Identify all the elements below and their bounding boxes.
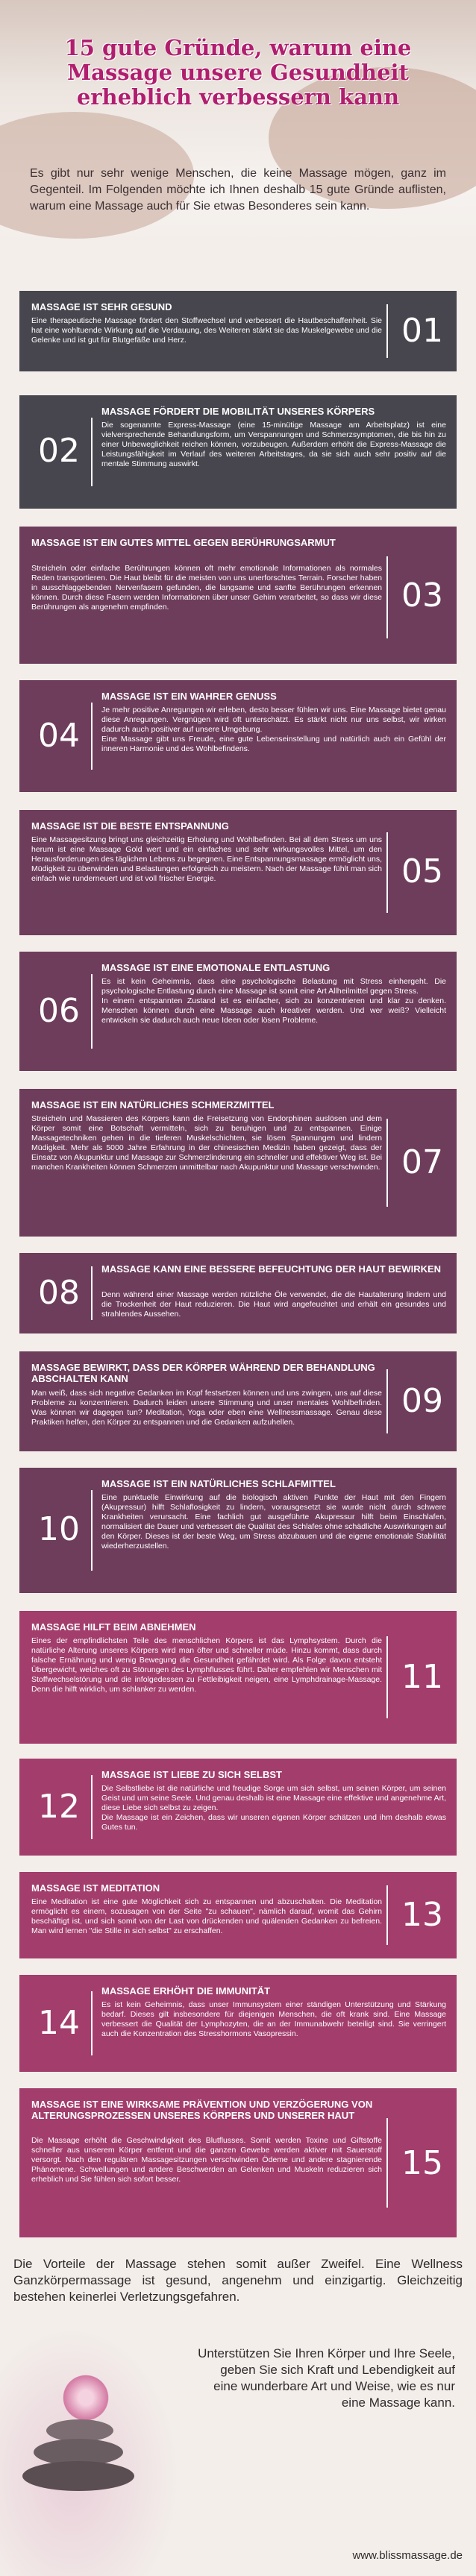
flower-decoration xyxy=(60,2372,112,2424)
card-title: MASSAGE IST LIEBE ZU SICH SELBST xyxy=(101,1769,282,1780)
reason-card xyxy=(19,527,457,664)
stone-decoration xyxy=(22,2461,134,2491)
card-divider xyxy=(91,703,93,770)
reason-card xyxy=(19,1759,457,1856)
closing-paragraph-2: Unterstützen Sie Ihren Körper und Ihre Seele, geben Sie sich Kraft und Lebendigkeit auf eine wunderbare Art und Weise, wie es nur eine Massage kann. xyxy=(198,2346,455,2410)
intro-text: Es gibt nur sehr wenige Menschen, die keine Massage mögen, ganz im Gegenteil. Im Folgenden möchte ich Ihnen deshalb 15 gute Gründe auflisten, warum eine Massage auch für Sie etwas Besonderes sein kann. xyxy=(30,167,446,213)
card-body: Die sogenannte Express-Massage (eine 15-minütige Massage am Arbeitsplatz) ist eine vielversprechende Behandlungsform, um Verspannungen und Schmerzsymptomen, die bis hin zu einer Unbeweglichkeit reichen können, vorzubeugen. Außerdem erhöht die Express-Massage die Leistungsfähigkeit im Verlauf des weiteren Arbeitstages, da sie sich auch sehr positiv auf die mentale Stimmung auswirkt. xyxy=(101,421,446,468)
card-body: Streicheln oder einfache Berührungen können oft mehr emotionale Informationen als normales Reden transportieren. Die Haut bleibt für die meisten von uns unerforschtes Terrain. Forscher haben in ausschlaggebenden Nervenfasern gefunden, die langsame und sanfte Berührungen erkennen können. Durch diese Fasern werden Informationen über unser Gehirn verarbeitet, so dass wir diese Berührungen als angenehm empfinden. xyxy=(31,564,382,612)
card-body: Je mehr positive Anregungen wir erleben, desto besser fühlen wir uns. Eine Massage bietet genau diese Anregungen. Vergnügen wird oft unterschätzt. Es stärkt nicht nur uns selbst, wir wirken dadurch auch positiver auf unsere Umgebung. Eine Massage gibt uns Freude, eine gute Lebenseinstellung und natürlich auch ein Gefühl der inneren Harmonie und des Wohlbefindens. xyxy=(101,706,446,753)
card-body: Eine therapeutische Massage fördert den Stoffwechsel und verbessert die Hautbeschaffenheit. Sie hat eine wohltuende Wirkung auf die Verdauung, des Weiteren stärkt sie das Muskelgewebe und die Gelenke und ist gut für Blutgefäße und Herz. xyxy=(31,316,382,345)
card-body: Eine Massagesitzung bringt uns gleichzeitig Erholung und Wohlbefinden. Bei all dem Stress um uns herum ist eine Massage Gold wert und ein einfaches und sehr wirkungsvolles Mittel, um den Herausforderungen des täglichen Lebens zu begegnen. Eine Entspannungsmassage ermöglicht uns, Müdigkeit zu überwinden und Belastungen erfolgreich zu meistern. Nach der Massage fühlt man sich einfach wie runderneuert und ist voll frischer Energie. xyxy=(31,835,382,883)
card-divider xyxy=(386,304,388,358)
card-divider xyxy=(91,974,93,1049)
card-number: 14 xyxy=(38,2004,80,2042)
card-title: MASSAGE IST EIN NATÜRLICHES SCHMERZMITTEL xyxy=(31,1099,275,1110)
card-title: MASSAGE IST EINE WIRKSAME PRÄVENTION UND VERZÖGERUNG VON ALTERUNGSPROZESSEN UNSERES KÖRPERS UND UNSERER HAUT xyxy=(31,2099,373,2121)
reason-card xyxy=(19,291,457,371)
card-title: MASSAGE BEWIRKT, DASS DER KÖRPER WÄHREND DER BEHANDLUNG ABSCHALTEN KANN xyxy=(31,1362,375,1384)
card-divider xyxy=(91,1266,93,1320)
card-divider xyxy=(91,1775,93,1839)
card-number: 13 xyxy=(401,1896,443,1934)
card-divider xyxy=(386,1636,388,1718)
card-divider xyxy=(386,1369,388,1433)
card-number: 03 xyxy=(401,577,443,615)
card-number: 08 xyxy=(38,1274,80,1312)
card-number: 06 xyxy=(38,992,80,1030)
card-body: Es ist kein Geheimnis, dass eine psychologische Belastung mit Stress einhergeht. Die psychologische Entlastung durch eine Massage ist somit eine Art Allheilmittel gegen Stress. In einem entspannten Zustand ist es einfacher, sich zu konzentrieren und klar zu denken. Menschen können durch eine Massage auch kreativer werden. Und wer weiß? Vielleicht entwickeln sie dadurch auch neue Ideen oder lösen Probleme. xyxy=(101,977,446,1025)
reason-card xyxy=(19,1975,457,2072)
card-title: MASSAGE HILFT BEIM ABNEHMEN xyxy=(31,1621,196,1633)
reason-card xyxy=(19,1872,457,1958)
card-title: MASSAGE IST EIN NATÜRLICHES SCHLAFMITTEL xyxy=(101,1478,336,1489)
footer-url[interactable]: www.blissmassage.de xyxy=(352,2549,463,2562)
card-divider xyxy=(386,1885,388,1945)
card-number: 04 xyxy=(38,717,80,755)
card-title: MASSAGE IST EINE EMOTIONALE ENTLASTUNG xyxy=(101,962,331,973)
reason-card xyxy=(19,1351,457,1451)
card-title: MASSAGE IST SEHR GESUND xyxy=(31,301,172,312)
card-body: Die Massage erhöht die Geschwindigkeit des Blutflusses. Somit werden Toxine und Giftstoffe schneller aus unserem Körper entfernt und die ganzen Gewebe werden aktiver mit Sauerstoff versorgt. Nach den regulären Massagesitzungen verschwinden Ödeme und andere stagnierende Phänomene. Schwellungen und andere Beschwerden an Gelenken und Muskeln reduzieren sich erheblich und Sie fühlen sich sofort besser. xyxy=(31,2136,382,2184)
card-number: 15 xyxy=(401,2144,443,2182)
card-number: 12 xyxy=(38,1788,80,1826)
hero-banner xyxy=(0,0,476,246)
card-body: Eine Meditation ist eine gute Möglichkeit sich zu entspannen und abzuschalten. Die Meditation ermöglicht es einem, sozusagen von der Seite "zu schauen", nämlich darauf, womit das Gehirn beschäftigt ist, und sich somit von der Last von drückenden und quälenden Gedanken zu befreien. Man wird lernen "die Stille in sich selbst" zu erschaffen. xyxy=(31,1897,382,1935)
card-body: Man weiß, dass sich negative Gedanken im Kopf festsetzen können und uns zwingen, uns auf diese Probleme zu konzentrieren. Dadurch leiden unsere Stimmung und unser mentales Wohlbefinden. Was können wir dagegen tun? Meditation, Yoga oder eben eine Wellnessmassage. Genau diese Praktiken helfen, den Körper zu entspannen und die Gedanken aufzuhellen. xyxy=(31,1389,382,1427)
reason-card xyxy=(19,1253,457,1333)
card-title: MASSAGE IST MEDITATION xyxy=(31,1882,160,1894)
card-title: MASSAGE IST DIE BESTE ENTSPANNUNG xyxy=(31,820,229,832)
reason-card xyxy=(19,395,457,509)
card-number: 11 xyxy=(401,1658,443,1696)
card-body: Eines der empfindlichsten Teile des menschlichen Körpers ist das Lymphsystem. Durch die natürliche Alterung unseres Körpers wird man öfter und schneller müde. Hinzu kommt, dass durch falsche Ernährung und wenig Bewegung die Gesundheit gefährdet wird. Als Folge davon entsteht Übergewicht, welches oft zu Störungen des Lymphflusses führt. Daher empfehlen wir Menschen mit Stoffwechselstörung und die infolgedessen zu Fettleibigkeit neigen, eine Lymphdrainage-Massage. Denn die hilft wirklich, um schlanker zu werden. xyxy=(31,1636,382,1694)
page-title: 15 gute Gründe, warum eine Massage unsere Gesundheit erheblich verbessern kann xyxy=(64,35,412,110)
card-body: Die Selbstliebe ist die natürliche und freudige Sorge um sich selbst, um seinen Körper, um seinen Geist und um seine Seele. Und genau deshalb ist eine Massage eine effektive und angenehme Art, diese Liebe sich selbst zu zeigen. Die Massage ist ein Zeichen, dass wir unseren eigenen Körper schätzen und ihm deshalb etwas Gutes tun. xyxy=(101,1784,446,1832)
card-body: Denn während einer Massage werden nützliche Öle verwendet, die die Hautalterung lindern und die Trockenheit der Haut reduzieren. Die Haut wird angefeuchtet und erhält ein gesundes und strahlendes Aussehen. xyxy=(101,1290,446,1319)
card-title: MASSAGE IST EIN WAHRER GENUSS xyxy=(101,691,277,702)
card-title: MASSAGE FÖRDERT DIE MOBILITÄT UNSERES KÖRPERS xyxy=(101,406,375,417)
card-number: 10 xyxy=(38,1510,80,1548)
card-number: 07 xyxy=(401,1143,443,1181)
card-divider xyxy=(386,832,388,913)
closing-paragraph: Die Vorteile der Massage stehen somit außer Zweifel. Eine Wellness Ganzkörpermassage ist gesund, angenehm und einzigartig. Gleichzeitig bestehen keinerlei Verletzungsgefahren. xyxy=(13,2257,463,2304)
card-title: MASSAGE ERHÖHT DIE IMMUNITÄT xyxy=(101,1985,271,1997)
reason-card xyxy=(19,952,457,1071)
reason-card xyxy=(19,810,457,935)
card-number: 02 xyxy=(38,432,80,470)
card-number: 05 xyxy=(401,852,443,890)
card-divider xyxy=(386,1119,388,1207)
spa-stones-image xyxy=(0,2327,179,2576)
reason-card xyxy=(19,2088,457,2237)
card-number: 09 xyxy=(401,1382,443,1420)
card-body: Streicheln und Massieren des Körpers kann die Freisetzung von Endorphinen auslösen und dem Körper somit eine Botschaft vermitteln, sich zu beruhigen und zu entspannen. Einige Massagetechniken gehen in die tieferen Muskelschichten, sie lösen Spannungen und lindern Müdigkeit. Mehr als 5000 Jahre Erfahrung in der chinesischen Medizin haben gezeigt, dass der Einsatz von Akupunktur und Massage zur Schmerzlinderung ein schneller und effektiver Weg ist. Bei manchen Krankheiten können Schmerzen unmittelbar nach Akupunktur und Massage verschwinden. xyxy=(31,1114,382,1172)
card-divider xyxy=(386,556,388,638)
reason-card xyxy=(19,1611,457,1744)
card-title: MASSAGE IST EIN GUTES MITTEL GEGEN BERÜHRUNGSARMUT xyxy=(31,537,336,548)
card-body: Eine punktuelle Einwirkung auf die biologisch aktiven Punkte der Haut mit den Fingern (Akupressur) hilft Schlaflosigkeit zu lindern, vorausgesetzt sie wurde nicht durch schwere Krankheiten verursacht. Eine fachlich gut ausgeführte Akupressur hilft beim Einschlafen, normalisiert die Dauer und verbessert die Qualität des Schlafes ohne schädliche Auswirkungen auf den Körper. Dieses ist der beste Weg, um Stress abzubauen und die eigene emotionale Stabilität wiederherzustellen. xyxy=(101,1493,446,1551)
reason-card xyxy=(19,1089,457,1237)
card-divider xyxy=(91,418,93,486)
card-number: 01 xyxy=(401,312,443,350)
card-divider xyxy=(91,1991,93,2055)
card-title: MASSAGE KANN EINE BESSERE BEFEUCHTUNG DER HAUT BEWIRKEN xyxy=(101,1263,442,1275)
reason-card xyxy=(19,1468,457,1593)
card-divider xyxy=(91,1490,93,1571)
card-divider xyxy=(386,2118,388,2208)
reason-card xyxy=(19,680,457,792)
card-body: Es ist kein Geheimnis, dass unser Immunsystem einer ständigen Unterstützung und Stärkung bedarf. Dieses gilt insbesondere für diejenigen Menschen, die oft krank sind. Eine Massage verbessert die Qualität der Lymphozyten, die an der Immunabwehr beteiligt sind. Sie verringert auch die Konzentration des Stresshormons Vasopressin. xyxy=(101,2000,446,2038)
